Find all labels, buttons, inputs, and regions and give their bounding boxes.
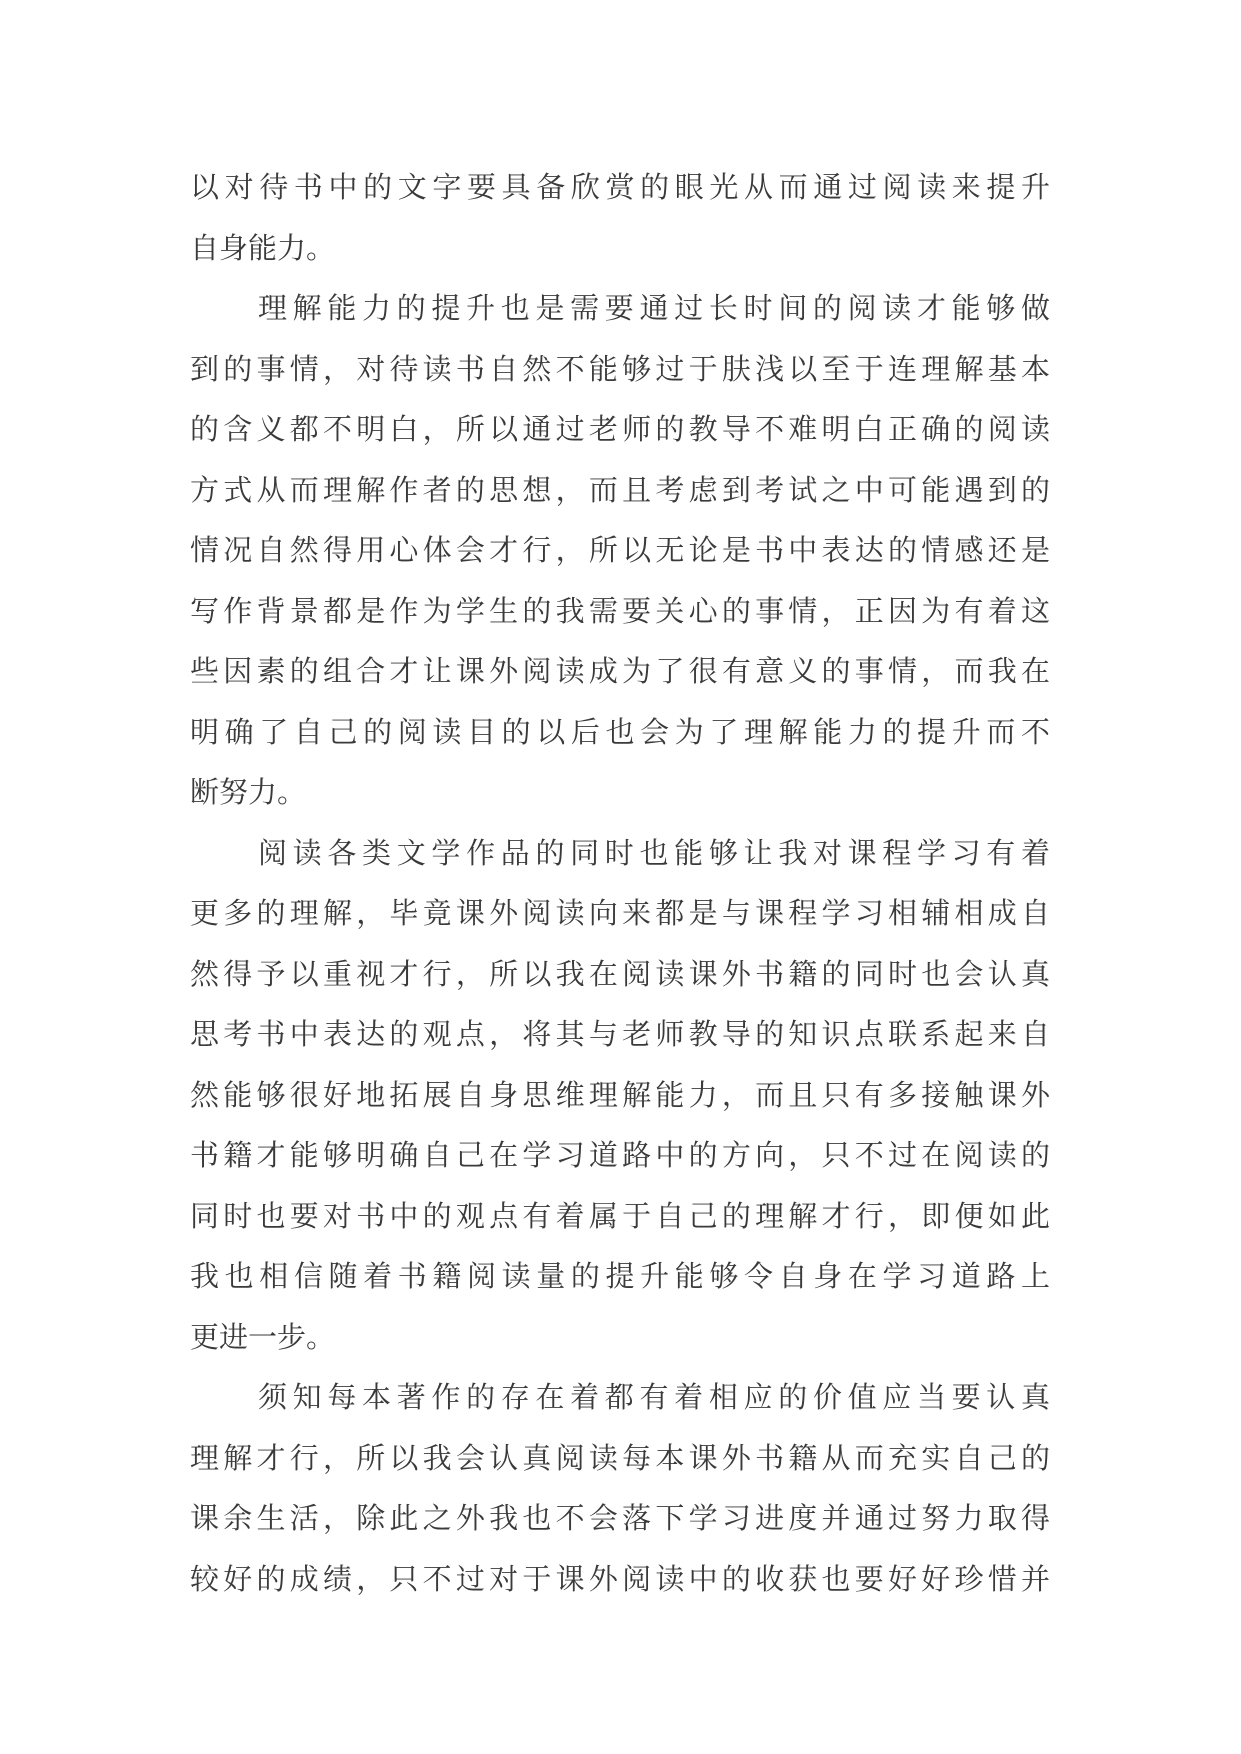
text-line: 自身能力。 — [190, 230, 336, 265]
text-line: 理解能力的提升也是需要通过长时间的阅读才能够做 — [258, 291, 1050, 325]
paragraph-2 — [190, 278, 1050, 823]
text-line: 的含义都不明白，所以通过老师的教导不难明白正确的阅读 — [190, 412, 1050, 446]
text-line: 然得予以重视才行，所以我在阅读课外书籍的同时也会认真 — [190, 956, 1050, 991]
text-line: 阅读各类文学作品的同时也能够让我对课程学习有着 — [258, 835, 1050, 870]
text-line: 更进一步。 — [190, 1319, 336, 1354]
text-line: 以对待书中的文字要具备欣赏的眼光从而通过阅读来提升 — [190, 170, 1050, 204]
text-line: 些因素的组合才让课外阅读成为了很有意义的事情，而我在 — [190, 654, 1050, 688]
text-line: 书籍才能够明确自己在学习道路中的方向，只不过在阅读的 — [190, 1138, 1050, 1172]
text-line: 明确了自己的阅读目的以后也会为了理解能力的提升而不 — [190, 714, 1050, 749]
text-line: 同时也要对书中的观点有着属于自己的理解才行，即便如此 — [190, 1198, 1050, 1233]
text-line: 然能够很好地拓展自身思维理解能力，而且只有多接触课外 — [190, 1077, 1050, 1112]
text-line: 情况自然得用心体会才行，所以无论是书中表达的情感还是 — [190, 533, 1050, 567]
text-line: 更多的理解，毕竟课外阅读向来都是与课程学习相辅相成自 — [190, 896, 1050, 930]
text-line: 到的事情，对待读书自然不能够过于肤浅以至于连理解基本 — [190, 351, 1050, 386]
text-line: 方式从而理解作者的思想，而且考虑到考试之中可能遇到的 — [190, 472, 1050, 507]
text-line: 课余生活，除此之外我也不会落下学习进度并通过努力取得 — [190, 1501, 1050, 1535]
paragraph-1 — [190, 157, 1050, 278]
text-line: 写作背景都是作为学生的我需要关心的事情，正因为有着这 — [190, 593, 1050, 628]
text-line: 须知每本著作的存在着都有着相应的价值应当要认真 — [258, 1380, 1050, 1414]
paragraph-3 — [190, 823, 1050, 1368]
text-line: 断努力。 — [190, 775, 307, 809]
text-line: 我也相信随着书籍阅读量的提升能够令自身在学习道路上 — [190, 1259, 1050, 1293]
body-text — [190, 157, 1050, 1609]
paragraph-4 — [190, 1367, 1050, 1609]
text-line: 思考书中表达的观点，将其与老师教导的知识点联系起来自 — [190, 1017, 1050, 1051]
text-line: 较好的成绩，只不过对于课外阅读中的收获也要好好珍惜并 — [190, 1561, 1050, 1596]
text-line: 理解才行，所以我会认真阅读每本课外书籍从而充实自己的 — [190, 1440, 1050, 1475]
